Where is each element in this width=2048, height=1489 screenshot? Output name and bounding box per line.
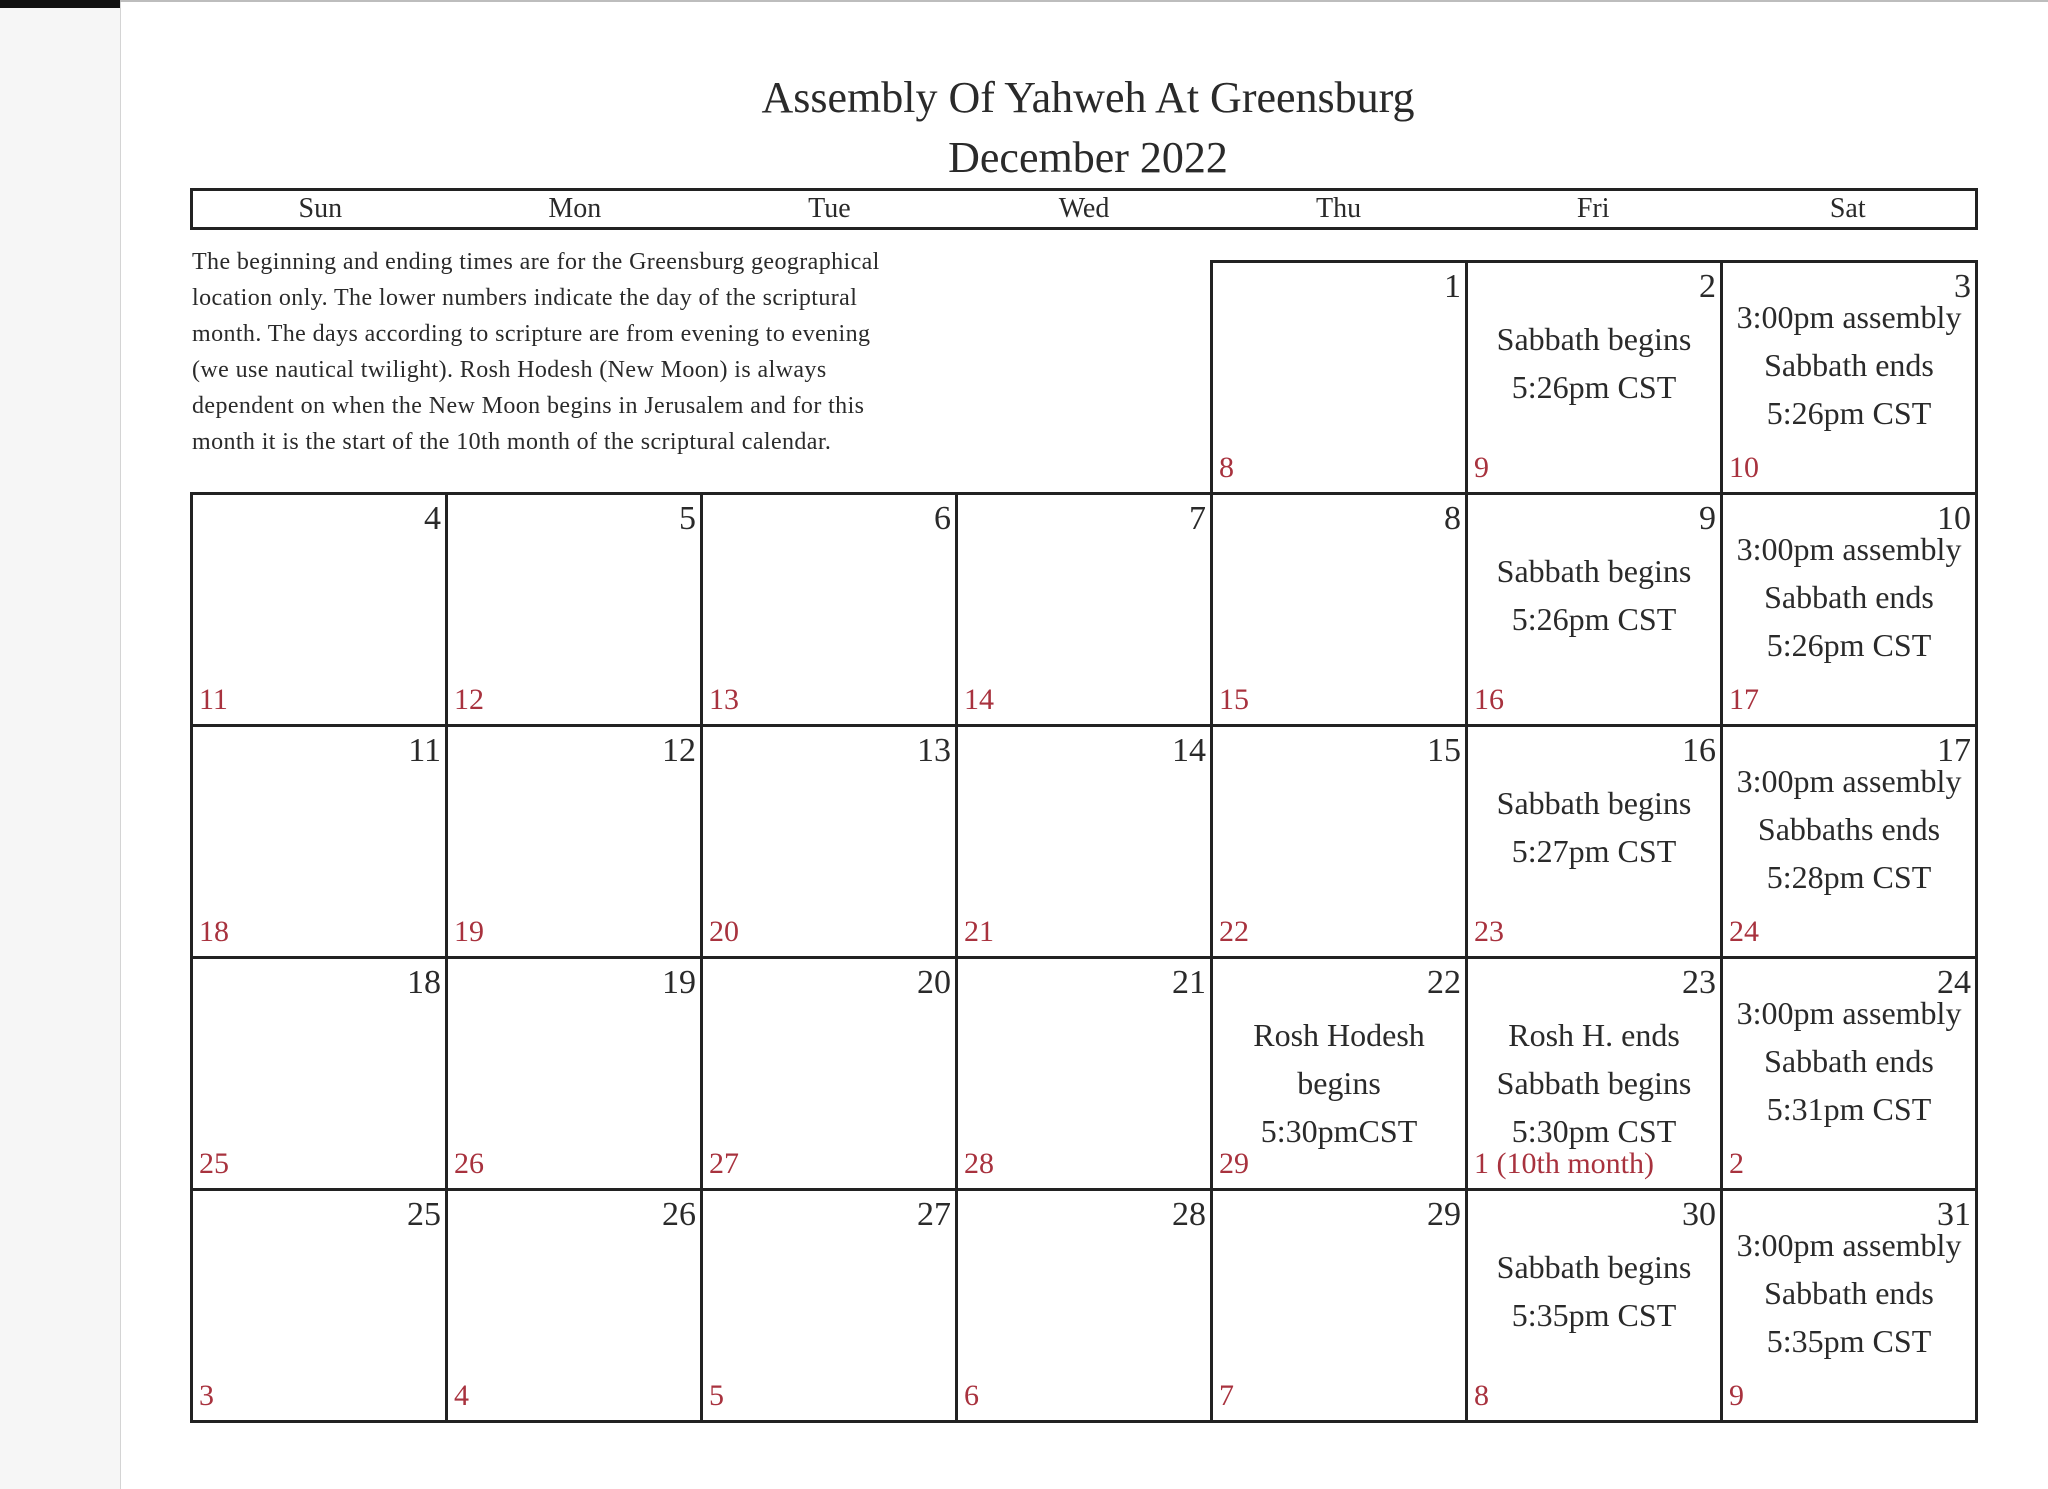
scriptural-day-number: 14 [964, 683, 994, 716]
note-line: location only. The lower numbers indicate the day of the scriptural [192, 285, 858, 311]
event-text: 5:26pm CST [1511, 601, 1677, 637]
event-text: 5:28pm CST [1766, 859, 1932, 895]
calendar-month: December 2022 [948, 133, 1228, 182]
scriptural-day-number: 29 [1219, 1147, 1249, 1180]
day-number: 15 [1427, 732, 1461, 769]
day-cell [1468, 727, 1720, 956]
note-line: month it is the start of the 10th month of the scriptural calendar. [192, 429, 832, 455]
day-events [1723, 757, 1975, 901]
event-text: 5:30pm CST [1511, 1113, 1677, 1149]
calendar-title: Assembly Of Yahweh At Greensburg [761, 73, 1415, 122]
day-events [1468, 547, 1720, 643]
day-cell [1213, 727, 1465, 956]
day-number: 8 [1444, 500, 1461, 537]
day-number: 27 [917, 1196, 951, 1233]
weekday-header [190, 188, 1978, 230]
day-number: 26 [662, 1196, 696, 1233]
scriptural-day-number: 27 [709, 1147, 739, 1180]
event-text: begins [1297, 1065, 1381, 1101]
event-text: 5:35pm CST [1511, 1297, 1677, 1333]
event-text: 3:00pm assembly [1736, 299, 1962, 335]
day-number: 4 [424, 500, 441, 537]
day-number: 22 [1427, 964, 1461, 1001]
event-text: Rosh Hodesh [1253, 1017, 1425, 1053]
day-events [1723, 293, 1975, 437]
day-number: 21 [1172, 964, 1206, 1001]
day-events [1213, 1011, 1465, 1155]
day-number: 28 [1172, 1196, 1206, 1233]
day-number: 30 [1682, 1196, 1716, 1233]
event-text: Sabbath ends [1764, 347, 1934, 383]
event-text: Sabbath ends [1764, 1275, 1934, 1311]
day-cell [448, 495, 700, 724]
scriptural-day-number: 4 [454, 1379, 469, 1412]
day-cell [1213, 1191, 1465, 1420]
event-text: Sabbath begins [1496, 785, 1692, 821]
day-number: 24 [1937, 964, 1971, 1001]
day-number: 20 [917, 964, 951, 1001]
day-cell [1213, 959, 1465, 1188]
day-cell [1723, 727, 1975, 956]
day-cell [703, 959, 955, 1188]
scriptural-day-number: 8 [1474, 1379, 1489, 1412]
event-text: 5:30pmCST [1260, 1113, 1418, 1149]
event-text: Rosh H. ends [1508, 1017, 1680, 1053]
weekday-tue: Tue [808, 193, 851, 224]
day-number: 12 [662, 732, 696, 769]
day-cell [1468, 959, 1720, 1188]
day-cell [958, 495, 1210, 724]
day-cell [193, 727, 445, 956]
grid-line-horizontal [190, 1420, 1978, 1423]
day-cell [1723, 959, 1975, 1188]
day-number: 6 [934, 500, 951, 537]
day-cell [193, 1191, 445, 1420]
day-number: 13 [917, 732, 951, 769]
day-number: 2 [1699, 268, 1716, 305]
event-text: 5:35pm CST [1766, 1323, 1932, 1359]
scriptural-day-number: 21 [964, 915, 994, 948]
event-text: 5:26pm CST [1766, 395, 1932, 431]
scriptural-day-number: 25 [199, 1147, 229, 1180]
day-cell [448, 959, 700, 1188]
day-cell [1213, 495, 1465, 724]
event-text: 5:26pm CST [1766, 627, 1932, 663]
scan-margin-mark [0, 0, 120, 8]
day-number: 3 [1954, 268, 1971, 305]
note-line: dependent on when the New Moon begins in Jerusalem and for this [192, 393, 865, 419]
scan-top-edge [120, 0, 2048, 2]
scriptural-day-number: 23 [1474, 915, 1504, 948]
scriptural-day-number: 28 [964, 1147, 994, 1180]
weekday-mon: Mon [548, 193, 602, 224]
day-number: 10 [1937, 500, 1971, 537]
event-text: Sabbath begins [1496, 321, 1692, 357]
scriptural-day-number: 11 [199, 683, 228, 716]
day-cell [448, 727, 700, 956]
grid-line-vertical [1975, 260, 1978, 1423]
day-number: 18 [407, 964, 441, 1001]
day-cell [1468, 1191, 1720, 1420]
day-cell [193, 495, 445, 724]
note-line: (we use nautical twilight). Rosh Hodesh (New Moon) is always [192, 357, 827, 383]
weekday-fri: Fri [1576, 193, 1610, 224]
event-text: 5:27pm CST [1511, 833, 1677, 869]
scriptural-day-number: 18 [199, 915, 229, 948]
day-events [1468, 315, 1720, 411]
event-text: Sabbath begins [1496, 1065, 1692, 1101]
event-text: 5:26pm CST [1511, 369, 1677, 405]
scriptural-day-number: 2 [1729, 1147, 1744, 1180]
scriptural-day-number: 8 [1219, 451, 1234, 484]
scriptural-day-number: 5 [709, 1379, 724, 1412]
scriptural-day-number: 1 (10th month) [1474, 1147, 1654, 1180]
scriptural-day-number: 16 [1474, 683, 1504, 716]
scriptural-day-number: 12 [454, 683, 484, 716]
day-cell [1723, 1191, 1975, 1420]
day-number: 17 [1937, 732, 1971, 769]
scriptural-day-number: 19 [454, 915, 484, 948]
day-number: 1 [1444, 268, 1461, 305]
day-number: 9 [1699, 500, 1716, 537]
day-number: 31 [1937, 1196, 1971, 1233]
day-number: 16 [1682, 732, 1716, 769]
weekday-thu: Thu [1316, 193, 1362, 224]
day-number: 23 [1682, 964, 1716, 1001]
day-events [1468, 779, 1720, 875]
day-events [1723, 525, 1975, 669]
scriptural-day-number: 24 [1729, 915, 1759, 948]
scriptural-day-number: 22 [1219, 915, 1249, 948]
event-text: Sabbaths ends [1757, 811, 1941, 847]
event-text: 3:00pm assembly [1736, 763, 1962, 799]
day-events [1468, 1243, 1720, 1339]
day-number: 5 [679, 500, 696, 537]
event-text: 3:00pm assembly [1736, 1227, 1962, 1263]
day-cell [1468, 495, 1720, 724]
day-number: 29 [1427, 1196, 1461, 1233]
day-cell [448, 1191, 700, 1420]
weekday-sun: Sun [298, 193, 343, 224]
scriptural-day-number: 26 [454, 1147, 484, 1180]
note-line: The beginning and ending times are for the Greensburg geographical [192, 249, 880, 275]
event-text: Sabbath ends [1764, 579, 1934, 615]
day-number: 11 [408, 732, 441, 769]
day-cell [193, 959, 445, 1188]
day-events [1468, 1011, 1720, 1155]
scriptural-day-number: 20 [709, 915, 739, 948]
weekday-sat: Sat [1829, 193, 1866, 224]
event-text: 3:00pm assembly [1736, 531, 1962, 567]
day-cell [958, 1191, 1210, 1420]
day-number: 25 [407, 1196, 441, 1233]
scriptural-day-number: 13 [709, 683, 739, 716]
scriptural-day-number: 17 [1729, 683, 1759, 716]
day-cell [958, 727, 1210, 956]
event-text: 3:00pm assembly [1736, 995, 1962, 1031]
day-events [1723, 1221, 1975, 1365]
scriptural-day-number: 6 [964, 1379, 979, 1412]
day-events [1723, 989, 1975, 1133]
day-cell [703, 1191, 955, 1420]
day-cell [1468, 263, 1720, 492]
scriptural-day-number: 9 [1729, 1379, 1744, 1412]
day-cell [703, 727, 955, 956]
day-number: 19 [662, 964, 696, 1001]
scan-margin [0, 0, 121, 1489]
scriptural-day-number: 7 [1219, 1379, 1234, 1412]
day-cell [1213, 263, 1465, 492]
scriptural-day-number: 10 [1729, 451, 1759, 484]
scriptural-day-number: 15 [1219, 683, 1249, 716]
calendar-note [192, 244, 1192, 460]
day-cell [958, 959, 1210, 1188]
weekday-wed: Wed [1058, 193, 1110, 224]
note-line: month. The days according to scripture are from evening to evening [192, 321, 871, 347]
event-text: 5:31pm CST [1766, 1091, 1932, 1127]
day-cell [1723, 495, 1975, 724]
event-text: Sabbath begins [1496, 1249, 1692, 1285]
day-number: 7 [1189, 500, 1206, 537]
event-text: Sabbath begins [1496, 553, 1692, 589]
day-cell [703, 495, 955, 724]
day-number: 14 [1172, 732, 1206, 769]
event-text: Sabbath ends [1764, 1043, 1934, 1079]
day-cell [1723, 263, 1975, 492]
scriptural-day-number: 3 [199, 1379, 214, 1412]
scriptural-day-number: 9 [1474, 451, 1489, 484]
